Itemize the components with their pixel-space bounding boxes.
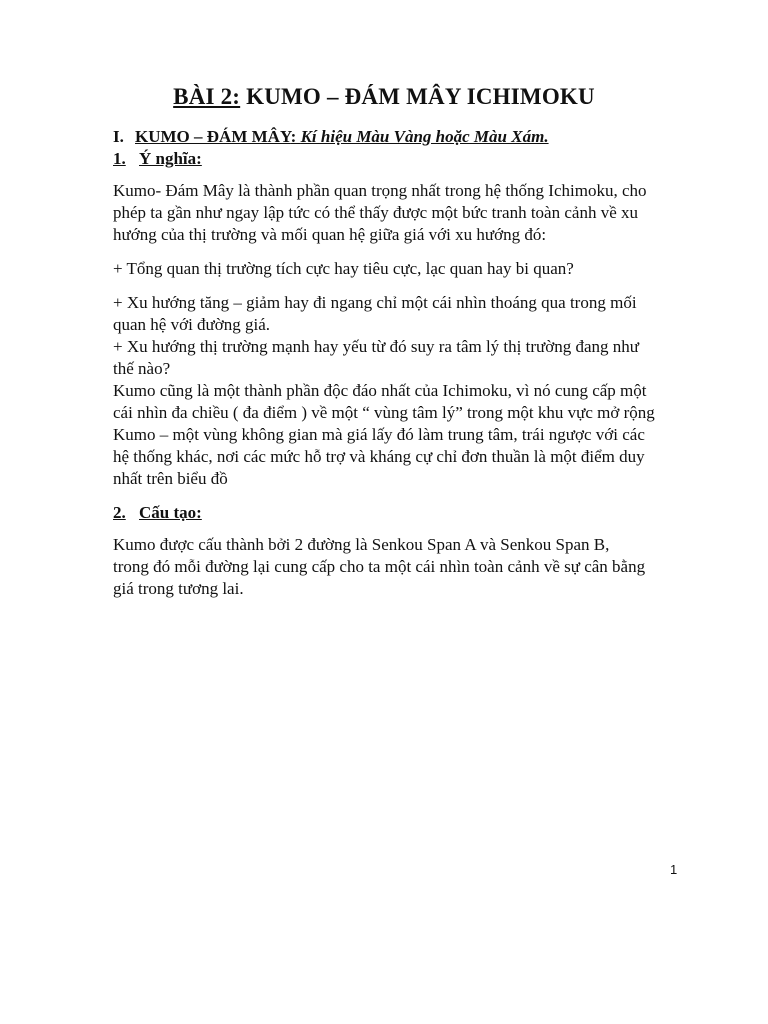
- structure-line-3: giá trong tương lai.: [113, 579, 244, 598]
- document-title: [0, 84, 768, 110]
- section-label: KUMO – ĐÁM MÂY: [135, 127, 291, 146]
- section-colon: :: [290, 127, 301, 146]
- page-number: 1: [670, 862, 678, 877]
- bullet-strength-line-2: thế nào?: [113, 359, 171, 378]
- subsection-label: Cấu tạo:: [139, 503, 202, 522]
- unique-line-1: Kumo cũng là một thành phần độc đáo nhất của Ichimoku, vì nó cung cấp một: [113, 381, 647, 400]
- unique-line-4: hệ thống khác, nơi các mức hỗ trợ và kháng cự chỉ đơn thuần là một điểm duy: [113, 447, 645, 466]
- bullet-trend-line-2: quan hệ với đường giá.: [113, 315, 271, 334]
- unique-line-5: nhất trên biểu đồ: [113, 469, 228, 488]
- section-heading-1: [113, 126, 549, 148]
- meaning-line-1: Kumo- Đám Mây là thành phần quan trọng nhất trong hệ thống Ichimoku, cho: [113, 181, 647, 200]
- bullet-overview: + Tổng quan thị trường tích cực hay tiêu cực, lạc quan hay bi quan?: [113, 259, 574, 278]
- subsection-heading-meaning: [113, 148, 202, 170]
- unique-line-3: Kumo – một vùng không gian mà giá lấy đó làm trung tâm, trái ngược với các: [113, 425, 645, 444]
- meaning-line-3: hướng của thị trường và mối quan hệ giữa giá với xu hướng đó:: [113, 225, 547, 244]
- structure-line-2: trong đó mỗi đường lại cung cấp cho ta một cái nhìn toàn cảnh về sự cân bằng: [113, 557, 646, 576]
- subsection-heading-structure: [113, 502, 202, 524]
- bullet-trend-line-1: + Xu hướng tăng – giảm hay đi ngang chỉ một cái nhìn thoáng qua trong mối: [113, 293, 637, 312]
- meaning-line-2: phép ta gần như ngay lập tức có thể thấy được một bức tranh toàn cảnh về xu: [113, 203, 638, 222]
- title-text: KUMO – ĐÁM MÂY ICHIMOKU: [240, 84, 595, 109]
- subsection-number: 1.: [113, 149, 126, 168]
- subsection-number: 2.: [113, 503, 126, 522]
- title-prefix: BÀI 2:: [173, 84, 241, 109]
- unique-line-2: cái nhìn đa chiều ( đa điểm ) về một “ vùng tâm lý” trong một khu vực mở rộng: [113, 403, 655, 422]
- bullet-strength-line-1: + Xu hướng thị trường mạnh hay yếu từ đó suy ra tâm lý thị trường đang như: [113, 337, 639, 356]
- section-description: Kí hiệu Màu Vàng hoặc Màu Xám.: [300, 127, 549, 146]
- subsection-label: Ý nghĩa:: [139, 149, 202, 168]
- section-numeral: I.: [113, 127, 124, 146]
- structure-line-1: Kumo được cấu thành bởi 2 đường là Senkou Span A và Senkou Span B,: [113, 535, 610, 554]
